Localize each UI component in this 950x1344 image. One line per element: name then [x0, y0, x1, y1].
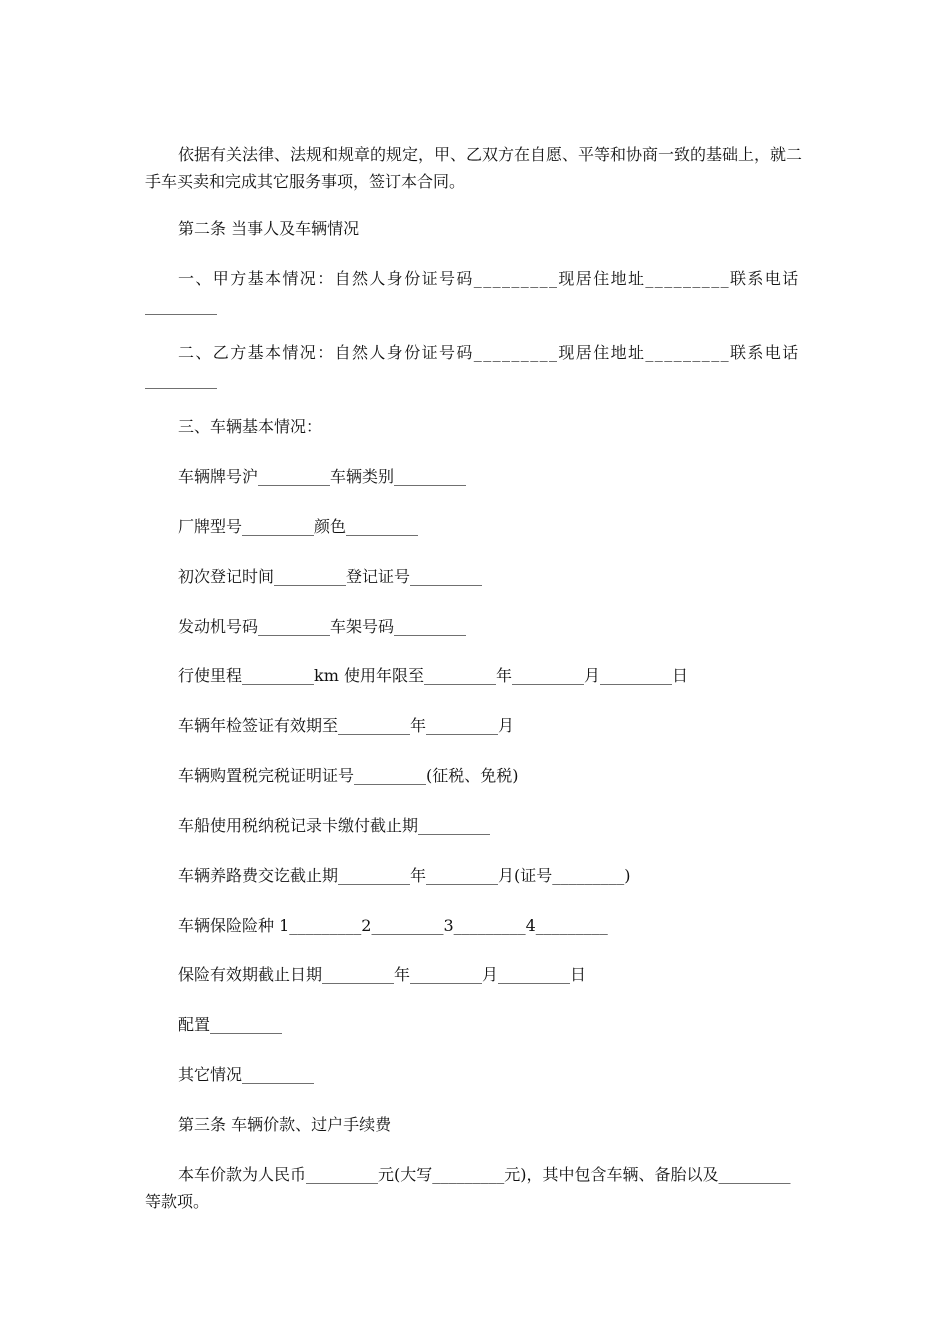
configuration-field: 配置_________: [178, 1015, 283, 1034]
party-a-line2: _________: [145, 296, 217, 315]
engine-field: 发动机号码_________车架号码_________: [178, 617, 467, 636]
price-line1: 本车价款为人民币_________元(大写_________元)，其中包含车辆、备胎以及_________: [178, 1165, 791, 1184]
other-field: 其它情况_________: [178, 1065, 315, 1084]
brand-field: 厂牌型号_________颜色_________: [178, 517, 419, 536]
intro-paragraph-line2: 手车买卖和完成其它服务事项，签订本合同。: [145, 172, 466, 191]
inspection-field: 车辆年检签证有效期至_________年_________月: [178, 716, 515, 735]
vehicle-info-heading: 三、车辆基本情况：: [178, 417, 323, 436]
vessel-tax-field: 车船使用税纳税记录卡缴付截止期_________: [178, 816, 491, 835]
plate-field: 车辆牌号沪_________车辆类别_________: [178, 467, 467, 486]
party-b-line2: _________: [145, 370, 217, 389]
party-a-line1: 一、甲方基本情况：自然人身份证号码_________现居住地址_________联系电话: [178, 269, 800, 288]
registration-field: 初次登记时间_________登记证号_________: [178, 567, 483, 586]
insurance-types-field: 车辆保险险种 1_________2_________3_________4_________: [178, 916, 608, 935]
insurance-expiry-field: 保险有效期截止日期_________年_________月_________日: [178, 965, 587, 984]
price-line2: 等款项。: [145, 1192, 210, 1211]
mileage-field: 行使里程_________km 使用年限至_________年_________月_________日: [178, 666, 688, 685]
party-b-line1: 二、乙方基本情况：自然人身份证号码_________现居住地址_________联系电话: [178, 343, 800, 362]
article3-heading: 第三条 车辆价款、过户手续费: [178, 1115, 392, 1134]
article2-heading: 第二条 当事人及车辆情况: [178, 219, 360, 238]
intro-paragraph-line1: 依据有关法律、法规和规章的规定，甲、乙双方在自愿、平等和协商一致的基础上，就二: [178, 145, 803, 164]
road-fee-field: 车辆养路费交讫截止期_________年_________月(证号_________): [178, 866, 631, 885]
purchase-tax-field: 车辆购置税完税证明证号_________(征税、免税): [178, 766, 519, 785]
